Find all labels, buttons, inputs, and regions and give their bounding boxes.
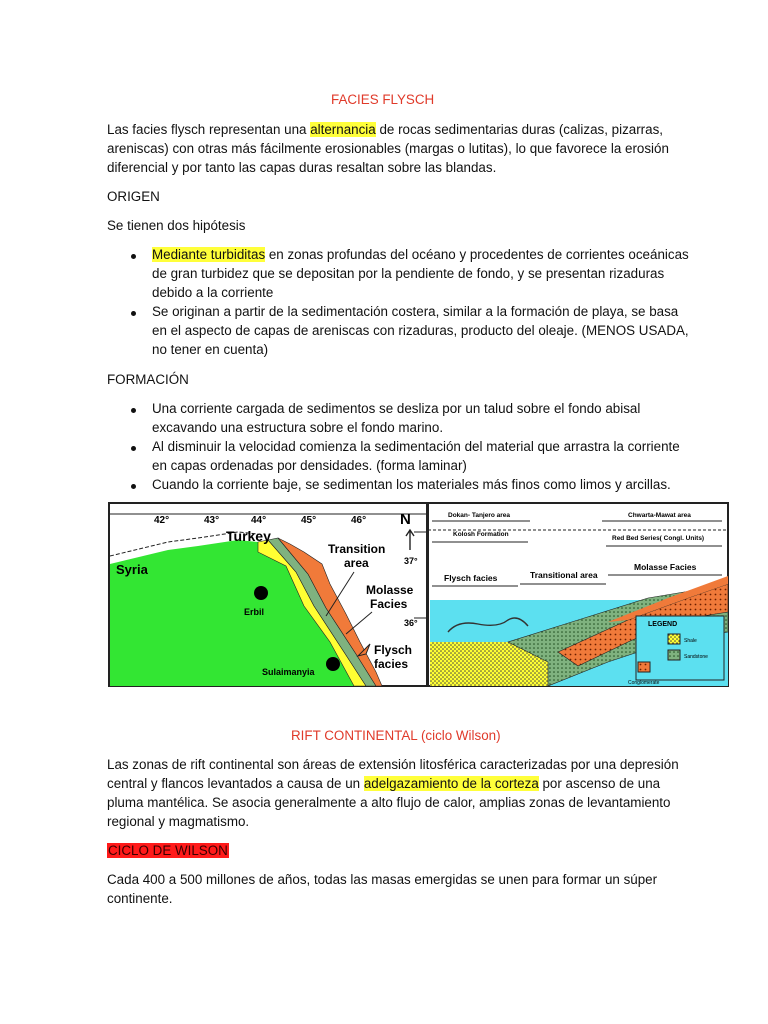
label-erbil: Erbil: [244, 607, 265, 617]
paragraph-line: pluma mantélica. Se asocia generalmente a alto flujo de calor, amplias zonas de levantamiento: [107, 795, 671, 810]
text-span: en zonas profundas del océano y procedentes de corrientes oceánicas: [265, 247, 689, 262]
list-item-line: Al disminuir la velocidad comienza la sedimentación del material que arrastra la corriente: [152, 439, 680, 454]
list-item-line: no tener en cuenta): [152, 342, 269, 357]
paragraph-line: [107, 774, 660, 793]
lon-tick-label: 46°: [351, 515, 367, 526]
legend-label-conglomerate: Conglomerate: [628, 680, 660, 686]
label-flysch: Flysch: [374, 643, 413, 657]
label-sulaimanyia: Sulaimanyia: [262, 667, 315, 677]
heading-facies-flysch: FACIES FLYSCH: [331, 92, 435, 107]
label-transition: Transition: [328, 542, 386, 556]
list-item-line: [152, 245, 689, 264]
lon-tick-label: 43°: [204, 515, 220, 526]
highlighted-term: alternancia: [310, 122, 376, 137]
label-molasse-section: Molasse Facies: [634, 562, 697, 572]
paragraph-line: areniscas) con otras más fácilmente erosionables (margas o lutitas), lo que favorece la erosión: [107, 141, 669, 156]
highlighted-term: adelgazamiento de la corteza: [363, 776, 539, 791]
city-marker-sulaimanyia: [326, 657, 340, 671]
list-item-line: en el aspecto de capas de areniscas con rizaduras, producto del oleaje. (MENOS USADA,: [152, 323, 689, 338]
legend-title: LEGEND: [648, 621, 678, 628]
bullet-icon: [131, 254, 136, 259]
city-marker-erbil: [254, 586, 268, 600]
label-flysch-facies-section: Flysch facies: [444, 573, 498, 583]
lon-tick-label: 42°: [154, 515, 170, 526]
list-item-line: Cuando la corriente baje, se sedimentan los materiales más finos como limos y arcillas.: [152, 477, 671, 492]
label-transitional: Transitional area: [530, 570, 598, 580]
highlighted-term: Mediante turbiditas: [152, 247, 266, 262]
label-transition-area: area: [344, 556, 369, 570]
legend-label-shale: Shale: [684, 638, 697, 644]
lon-tick-label: 44°: [251, 515, 267, 526]
paragraph-line: continente.: [107, 891, 173, 906]
legend-swatch-sandstone: [668, 650, 680, 660]
paragraph-line: [107, 120, 663, 139]
lat-tick-label: 37°: [404, 556, 418, 566]
list-item-line: excavando una estructura sobre el fondo marino.: [152, 420, 444, 435]
label-redbed: Red Bed Series( Congl. Units): [612, 535, 705, 542]
legend-label-sandstone: Sandstone: [684, 654, 708, 660]
geology-figure: [108, 502, 730, 688]
section-label-ciclo-wilson: [107, 841, 229, 860]
cross-section-panel: [428, 503, 728, 686]
bullet-icon: [131, 408, 136, 413]
section-label-formacion: FORMACIÓN: [107, 372, 189, 387]
label-syria: Syria: [116, 562, 148, 577]
label-kolosh: Kolosh Formation: [453, 531, 509, 538]
label-molasse: Molasse: [366, 583, 414, 597]
map-panel: [109, 503, 427, 686]
paragraph-line: Se tienen dos hipótesis: [107, 218, 246, 233]
lat-tick-label: 36°: [404, 618, 418, 628]
list-item-line: de gran turbidez que se depositan por la pendiente de fondo, y se presentan rizaduras: [152, 266, 665, 281]
list-item-line: Una corriente cargada de sedimentos se desliza por un talud sobre el fondo abisal: [152, 401, 641, 416]
label-chwarta: Chwarta-Mawat area: [628, 512, 691, 519]
bullet-icon: [131, 446, 136, 451]
label-flysch-facies: facies: [374, 657, 409, 671]
north-label: N: [400, 511, 411, 528]
paragraph-line: regional y magmatismo.: [107, 814, 250, 829]
label-molasse-facies: Facies: [370, 597, 408, 611]
label-dokan: Dokan- Tanjero area: [448, 512, 511, 519]
legend-swatch-shale: [668, 634, 680, 644]
text-span: Las facies flysch representan una: [107, 122, 311, 137]
legend-swatch-conglomerate: [638, 662, 650, 672]
section-label-origen: ORIGEN: [107, 189, 160, 204]
text-span: de rocas sedimentarias duras (calizas, pizarras,: [375, 122, 664, 137]
paragraph-line: Cada 400 a 500 millones de años, todas las masas emergidas se unen para formar un súper: [107, 872, 658, 887]
text-span: central y flancos levantados a causa de un: [107, 776, 364, 791]
paragraph-line: diferencial y por tanto las capas duras resaltan sobre las blandas.: [107, 160, 497, 175]
lon-tick-label: 45°: [301, 515, 317, 526]
list-item-line: en capas ordenadas por densidades. (forma laminar): [152, 458, 467, 473]
text-span: por ascenso de una: [538, 776, 661, 791]
paragraph-line: Las zonas de rift continental son áreas de extensión litosférica caracterizadas por una depresión: [107, 757, 679, 772]
list-item-line: Se originan a partir de la sedimentación costera, similar a la formación de playa, se basa: [152, 304, 679, 319]
bullet-icon: [131, 484, 136, 489]
list-item-line: debido a la corriente: [152, 285, 274, 300]
heading-rift-continental: RIFT CONTINENTAL (ciclo Wilson): [291, 728, 501, 743]
red-highlighted-label: CICLO DE WILSON: [108, 843, 228, 858]
bullet-icon: [131, 311, 136, 316]
label-turkey: Turkey: [226, 528, 271, 544]
